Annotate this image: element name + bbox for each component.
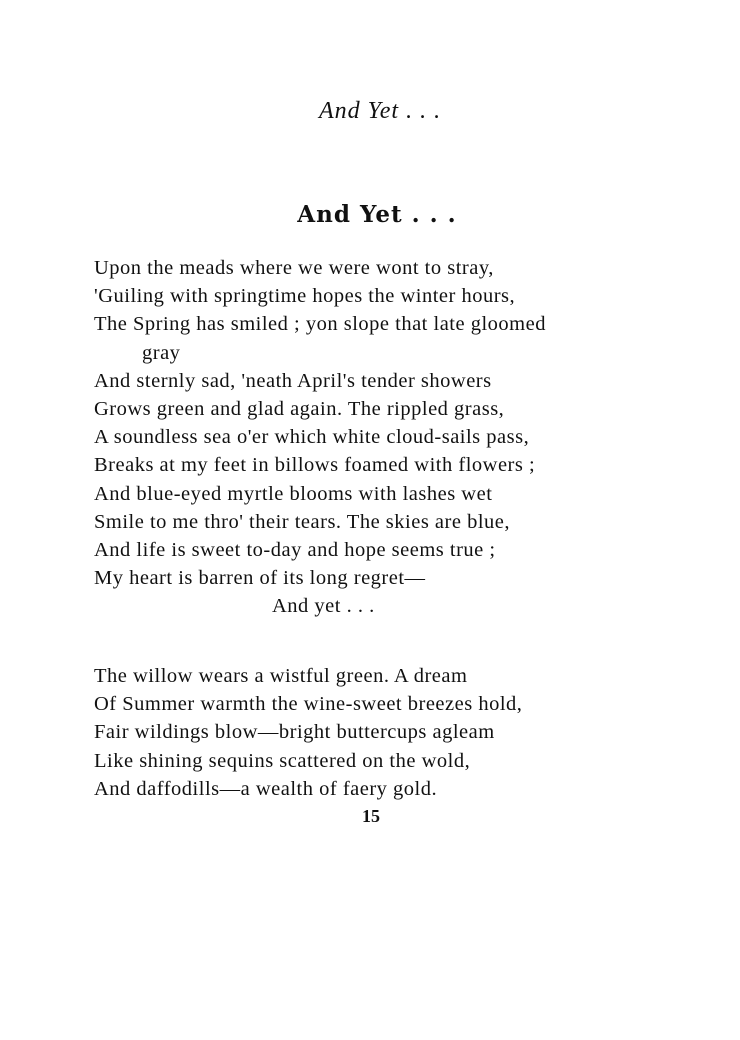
- poem-line: Upon the meads where we were wont to stray,: [94, 257, 494, 279]
- poem-line: A soundless sea o'er which white cloud-sails pass,: [94, 426, 530, 449]
- poem-refrain: And yet . . .: [272, 595, 375, 618]
- poem-line: Of Summer warmth the wine-sweet breezes hold,: [94, 693, 523, 716]
- poem-line: Smile to me thro' their tears. The skies are blue,: [94, 510, 511, 533]
- poem-line: And daffodills—a wealth of faery gold.: [94, 777, 438, 800]
- poem-line: My heart is barren of its long regret—: [94, 567, 426, 590]
- stanza-2: [94, 662, 522, 803]
- poem-line: The willow wears a wistful green. A dream: [94, 665, 468, 687]
- poem-line: And life is sweet to-day and hope seems true ;: [94, 538, 496, 561]
- stanza-1: [94, 254, 546, 620]
- poem-line: The Spring has smiled ; yon slope that late gloomed: [94, 313, 546, 336]
- poem-line: And sternly sad, 'neath April's tender showers: [94, 369, 492, 392]
- poem-line: Grows green and glad again. The rippled grass,: [94, 397, 505, 420]
- poem-line: And blue-eyed myrtle blooms with lashes wet: [94, 482, 493, 505]
- poem-line: 'Guiling with springtime hopes the winter hours,: [94, 285, 516, 308]
- poem-line: Fair wildings blow—bright buttercups agleam: [94, 721, 495, 744]
- running-head: And Yet . . .: [318, 98, 442, 124]
- poem-line-continuation: gray: [142, 341, 181, 364]
- poem-title: And Yet . . .: [297, 201, 457, 228]
- poem-line: Like shining sequins scattered on the wold,: [94, 749, 471, 772]
- poem-line: Breaks at my feet in billows foamed with flowers ;: [94, 454, 536, 477]
- page-number: 15: [362, 806, 380, 826]
